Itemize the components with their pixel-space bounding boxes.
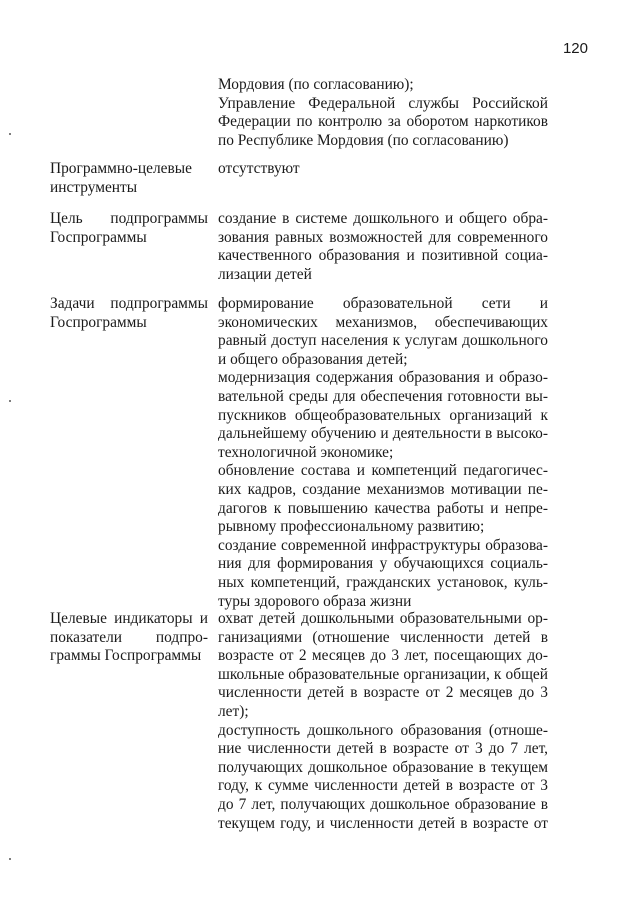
value-line: и общего образования детей; [218,350,408,368]
scan-speck [9,400,11,402]
row-value [218,610,548,833]
label-line: Программно-целевые [50,160,192,177]
label-line: Задачи подпрограммы [50,295,208,312]
value-line: численности детей в возрасте от 2 месяцев до 3 [218,684,548,702]
value-line: ких кадров, создание механизмов мотивации пе- [218,480,548,498]
value-line: дальнейшему обучению и деятельности в высоко- [218,425,548,443]
value-line: до 7 лет, получающих дошкольное образование в [218,795,548,813]
value-line: лет); [218,702,249,720]
row-label [50,295,208,332]
scan-speck [9,858,11,860]
intro-line: Мордовия (по согласованию); [218,76,414,93]
label-line: Целевые индикаторы и [50,610,208,627]
value-line: лизации детей [218,265,312,283]
value-line: текущем году, и численности детей в возрасте от [218,814,548,832]
value-line: рывному профессиональному развитию; [218,518,485,536]
value-line: школьные образовательные организации, к общей [218,665,548,683]
row-label [50,610,208,666]
value-line: качественного образования и позитивной социа- [218,247,548,265]
value-line: получающих дошкольное образование в текущем [218,758,548,776]
row-value [218,295,548,611]
value-line: возрасте от 2 месяцев до 3 лет, посещающих до- [218,647,548,665]
value-line: доступность дошкольного образования (отноше- [218,721,548,739]
value-line: ганизациями (отношение численности детей в [218,628,548,646]
value-line: ния для формирования у обучающихся социаль- [218,555,548,573]
label-line: показатели подпро- [50,628,208,646]
label-line: инструменты [50,178,138,196]
value-line: вательной среды для обеспечения готовности вы- [218,387,548,405]
intro-continuation [218,76,548,150]
value-line: охват детей дошкольными образовательными ор- [218,610,548,627]
value-line: обновление состава и компетенций педагогичес- [218,462,548,480]
intro-line: Управление Федеральной службы Российской [218,94,548,112]
row-value [218,210,548,284]
value-line: ных компетенций, гражданских установок, куль- [218,573,548,591]
label-line: Цель подпрограммы [50,210,208,227]
page-number: 120 [562,40,588,57]
label-line: Госпрограммы [50,228,147,246]
intro-line: Федерации по контролю за оборотом наркотиков [218,113,548,131]
value-line: модернизация содержания образования и образо- [218,369,548,387]
value-line: формирование образовательной сети и [218,295,548,312]
value-line: дагогов к повышению качества работы и непре- [218,499,548,517]
row-label [50,210,208,247]
intro-line: по Республике Мордовия (по согласованию) [218,131,509,149]
value-line: туры здорового образа жизни [218,592,412,610]
scan-speck [9,133,11,135]
value-line: ние численности детей в возрасте от 3 до 7 лет, [218,740,548,758]
label-line: граммы Госпрограммы [50,647,202,665]
value-line: пускников общеобразовательных организаций к [218,406,548,424]
label-line: Госпрограммы [50,313,147,331]
value-line: зования равных возможностей для современного [218,228,548,246]
row-label [50,160,208,197]
row-value [218,160,548,179]
value-line: создание современной инфраструктуры образова- [218,536,548,554]
value-line: отсутствуют [218,160,300,177]
value-line: создание в системе дошкольного и общего обра- [218,210,548,227]
value-line: экономических механизмов, обеспечивающих [218,313,548,331]
value-line: году, к сумме численности детей в возрасте от 3 [218,777,548,795]
value-line: равный доступ населения к услугам дошкольного [218,332,548,350]
value-line: технологичной экономике; [218,443,394,461]
